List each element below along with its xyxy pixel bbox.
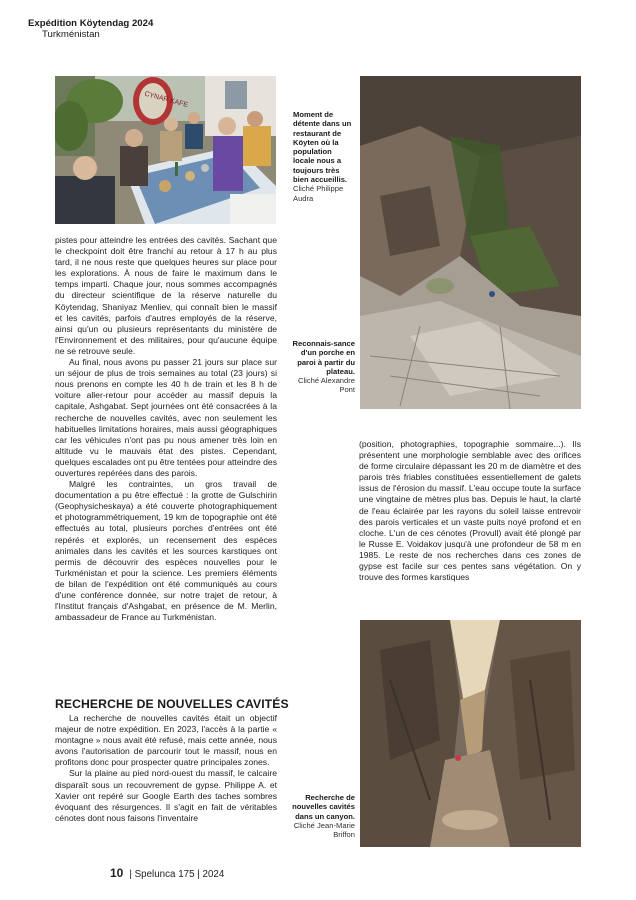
publication-info: | Spelunca 175 | 2024: [129, 869, 225, 880]
restaurant-caption-credit: Cliché Philippe Audra: [293, 184, 344, 203]
running-head: [28, 18, 153, 40]
left-paragraph-5: Sur la plaine au pied nord-ouest du massif, le calcaire disparaît sous un recouvrement de gypse. Philippe A. et Xavier ont repéré sur Google Earth des taches sombres évoquant des résurgences. Il s'agit en fait de véritables cénotes dont nous faisons l'inventaire: [55, 768, 277, 823]
left-paragraph-1: pistes pour atteindre les entrées des cavités. Sachant que le checkpoint doit être franchi au retour à 17 h au plus tard, il ne nous reste que quelques heures sur place pour les explorations. À nous de faire le maximum dans le temps imparti. Chaque jour, nous sommes accompagnés du directeur scientifique de la réserve naturelle du Köytendag, Shaniyaz Menliev, qui connaît bien le massif et les cavités, parfois d'autres employés de la réserve, ainsi qu'un ou plusieurs représentants du ministère de l'Environnement et des militaires, pour qu'aucune équipe ne se retrouve seule.: [55, 235, 277, 356]
canyon-caption: [290, 793, 355, 839]
plateau-caption: [292, 339, 355, 395]
left-paragraph-4: La recherche de nouvelles cavités était un objectif majeur de notre expédition. En 2023, l'accès à la partie « montagne » nous avait été refusé, mais cette année, nous avons l'autorisation de parcourir tout le massif, nous en profitons donc pour prospecter quatre principales zones.: [55, 713, 277, 768]
cafe-sign-text: CYNAR KAFE: [143, 90, 189, 110]
restaurant-photo: [55, 76, 276, 224]
canyon-caption-credit: Cliché Jean-Marie Briffon: [293, 820, 355, 840]
left-column-top: [55, 235, 277, 623]
restaurant-caption-text: Moment de détente dans un restaurant de Köyten où la population locale nous a toujours très bien accueillis.: [293, 110, 352, 185]
plateau-photo: [360, 76, 581, 409]
left-paragraph-3: Malgré les contraintes, un gros travail de documentation a pu être effectué : la grotte de Gulschirin (Geophysicheskaya) a été couverte photographiquement et photogrammétriquement, 19 km de topographie ont été effectués au total, plusieurs porches d'entrées ont été repérés et explorés, un recensement des espèces animales dans les cavités et les sources karstiques ont permis de découvrir des espèces nouvelles pour le Turkménistan et pour la science. Les premiers éléments de bilan de l'expédition ont été communiqués au cours d'une conférence donnée, sur notre trajet de retour, à l'Institut français d'Ashgabat, en présence de M. Merlin, ambassadeur de France au Turkménistan.: [55, 479, 277, 623]
running-subtitle: Turkménistan: [42, 29, 100, 40]
left-column-bottom: [55, 713, 277, 824]
plateau-caption-credit: Cliché Alexandre Pont: [298, 376, 355, 395]
right-paragraph-1: (position, photographies, topographie sommaire...). Ils présentent une morphologie semblable avec des orifices de forme circulaire dépassant les 20 m de diamètre et des parois très friables constituées essentiellement de galets issus de l'érosion du massif. L'eau occupe toute la surface une vingtaine de mètres plus bas. Depuis le haut, la clarté de l'eau éclairée par les rayons du soleil laisse entrevoir des parois verticales et un vaste puits noyé profond et en cloche. L'un de ces cénotes (Provull) avait été plongé par le Russe E. Voidakov jusqu'à une profondeur de 58 m en 1985. Le reste de nos recherches dans ces zones de gypse est facile sur ces pentes sans végétation. On y trouve des formes karstiques: [359, 439, 581, 583]
canyon-photo: [360, 620, 581, 847]
left-paragraph-2: Au final, nous avons pu passer 21 jours sur place sur un séjour de plus de trois semaines au total (23 jours) si nous prenons en compte les 40 h de train et les 8 h de voiture aller-retour pour accéder au massif depuis la capitale, Ashgabat. Sept journées ont été consacrées à la recherche de nouvelles cavités, avec non seulement les habituelles limitations horaires, mais aussi géographiques car les véhicules n'ont pas pu nous amener très loin en altitude vu le mauvais état des pistes. Cependant, quelques escalades ont pu être tentées pour atteindre des ouvertures repérées dans des parois.: [55, 357, 277, 478]
plateau-caption-text: Reconnais-sance d'un porche en paroi à partir du plateau.: [292, 339, 355, 376]
running-title: Expédition Köytendag 2024: [28, 18, 154, 29]
right-column: [359, 439, 581, 583]
canyon-caption-text: Recherche de nouvelles cavités dans un canyon.: [292, 793, 355, 821]
section-heading: RECHERCHE DE NOUVELLES CAVITÉS: [55, 697, 289, 711]
page-number: 10: [110, 866, 124, 880]
page-footer: [110, 866, 224, 880]
restaurant-caption: [293, 110, 355, 203]
